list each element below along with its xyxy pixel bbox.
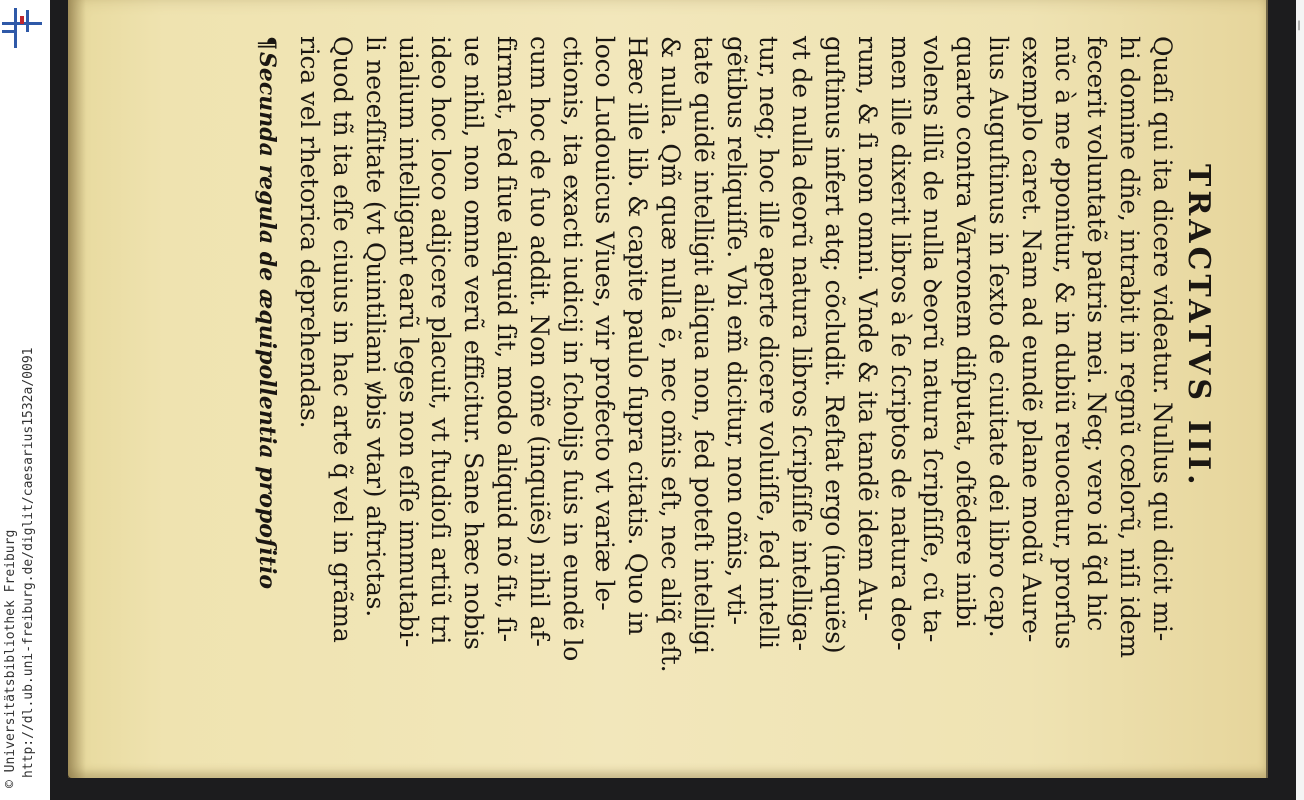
text-line: uialium intelligant earũ leges non eſſe immutabi- bbox=[393, 36, 423, 648]
right-edge-strip bbox=[1296, 0, 1304, 800]
text-line: li neceſſitate (vt Quintiliani ꝟbis vtar) aſtrictas. bbox=[360, 36, 390, 617]
edge-mark: | bbox=[1296, 20, 1303, 31]
text-line: fecerit voluntatẽ patris mei. Neq; vero id q̃d hic bbox=[1082, 36, 1112, 632]
text-line: gẽtibus reliquiſſe. Vbi em̃ dicitur, non om̃is, vti- bbox=[721, 36, 751, 625]
text-line: loco Ludouicus Viues, vir profecto vt variæ le- bbox=[590, 36, 620, 611]
text-line: guſtinus infert atq; cõcludit. Reſtat ergo (inquiẽs) bbox=[820, 36, 850, 654]
text-line: volens illũ de nulla ꝺeorũ natura ſcripſiſſe, cũ ta- bbox=[918, 36, 948, 643]
text-line: ue nihil, non omne verũ efficitur. Sane hæc nobis bbox=[459, 36, 489, 650]
page-text-block bbox=[254, 36, 1218, 800]
page-gutter-shadow bbox=[68, 0, 86, 778]
running-head bbox=[1178, 36, 1218, 800]
text-line: ideo hoc loco adijcere placuit, vt ſtudioſi artiũ tri bbox=[426, 36, 456, 645]
text-line: hi domine dñe, intrabit in regnũ cœlorũ, niſi idem bbox=[1115, 36, 1145, 658]
text-line: rum, & ſi non omni. Vnde & ita tandẽ idem Au- bbox=[852, 36, 882, 621]
text-line: tur, neq; hoc ille aperte dicere voluiſſe, ſed intelli bbox=[754, 36, 784, 649]
folio-number: III. bbox=[1181, 420, 1216, 489]
text-line: men ille dixerit libros à ſe ſcriptos de natura deo- bbox=[885, 36, 915, 651]
text-line: quarto contra Varronem diſputat, oſtẽdere inibi bbox=[951, 36, 981, 628]
text-line: nũc à me ꝓponitur, & in dubiũ reuocatur, prorſus bbox=[1049, 36, 1079, 650]
text-line: & nulla. Qm̃ quæ nulla ẽ, nec om̃is eſt, nec aliq̃ eſt. bbox=[656, 36, 686, 673]
section-rubric bbox=[252, 36, 282, 800]
pilcrow-mark: ¶ bbox=[254, 36, 281, 50]
text-line: Quaſi qui ita dicere videatur. Nullus qui dicit mi- bbox=[1148, 36, 1177, 642]
text-line: cum hoc de ſuo addit. Non om̃e (inquiẽs) nihil af- bbox=[524, 36, 554, 647]
text-line: ctionis, ita exacti iudicij in ſcholijs ſuis in eundẽ lo bbox=[557, 36, 587, 662]
text-line: exemplo caret. Nam ad eundẽ plane modũ Aure- bbox=[1016, 36, 1046, 643]
text-line: rica vel rhetorica deprehendas. bbox=[295, 36, 325, 429]
text-line: Hæc ille lib. & capite paulo ſupra citatis. Quo in bbox=[623, 36, 653, 636]
text-line: firmat, ſed ſiue aliquid ſit, modo aliquid nõ ſit, ſi- bbox=[492, 36, 522, 642]
permalink-url[interactable]: http://dl.ub.uni-freiburg.de/diglit/caesarius1532a/0091 bbox=[21, 347, 36, 778]
copyright-notice: © Universitätsbibliothek Freiburg bbox=[3, 529, 18, 788]
left-margin bbox=[0, 0, 50, 800]
rubric-text: Secunda regula de æquipollentia propoſitio bbox=[254, 52, 281, 589]
text-line: tate quidẽ intelligit aliqua non, ſed poteſt intelligi bbox=[688, 36, 718, 654]
text-line: Quod tñ ita eſſe ciuius in hac arte q̃ vel in grãma bbox=[328, 36, 358, 643]
text-line: lius Auguſtinus in ſexto de ciuitate dei libro cap. bbox=[984, 36, 1014, 638]
running-head-title: TRACTATVS bbox=[1181, 164, 1216, 404]
text-line: vt de nulla deorũ natura libros ſcripſiſſe intelliga- bbox=[787, 36, 817, 651]
body-text bbox=[292, 36, 1178, 800]
credit-text bbox=[2, 0, 48, 800]
